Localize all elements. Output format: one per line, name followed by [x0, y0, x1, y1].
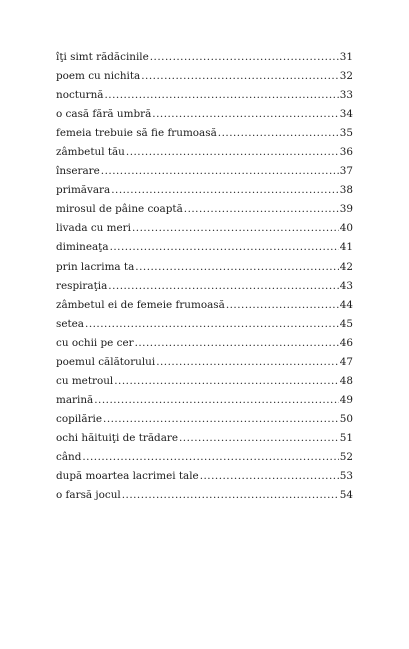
toc-entry-title: prin lacrima ta	[56, 260, 135, 273]
toc-entry-title: după moartea lacrimei tale	[56, 470, 199, 483]
toc-entry-page-number: 33	[339, 89, 353, 102]
toc-entry	[56, 470, 353, 489]
toc-entry-page-number: 43	[339, 279, 353, 292]
toc-entry-page-number: 49	[339, 393, 353, 406]
toc-entry-title: nocturnă	[56, 89, 104, 102]
toc-entry	[56, 356, 353, 375]
toc-entry-title: o casă fără umbră	[56, 108, 152, 121]
toc-entry	[56, 108, 353, 127]
dot-leader	[218, 127, 339, 139]
dot-leader	[152, 108, 338, 120]
toc-entry-page-number: 44	[339, 298, 353, 311]
toc-entry-page-number: 39	[339, 203, 353, 216]
toc-entry-page-number: 46	[339, 336, 353, 349]
dot-leader	[179, 432, 339, 444]
toc-entry	[56, 89, 353, 108]
toc-entry-page-number: 40	[339, 222, 353, 235]
toc-entry-title: copilărie	[56, 412, 103, 425]
dot-leader	[141, 70, 339, 82]
dot-leader	[85, 318, 339, 330]
toc-entry	[56, 280, 353, 299]
toc-entry-title: zâmbetul tău	[56, 146, 125, 159]
toc-entry-page-number: 51	[339, 431, 353, 444]
dot-leader	[94, 394, 339, 406]
dot-leader	[114, 375, 339, 387]
dot-leader	[105, 89, 339, 101]
toc-entry-title: dimineaţa	[56, 241, 109, 254]
dot-leader	[108, 280, 338, 292]
toc-entry-title: cu metroul	[56, 374, 114, 387]
toc-entry	[56, 203, 353, 222]
dot-leader	[226, 299, 339, 311]
toc-entry-title: respiraţia	[56, 279, 108, 292]
toc-entry-page-number: 45	[339, 317, 353, 330]
toc-entry-page-number: 47	[339, 355, 353, 368]
dot-leader	[135, 261, 338, 273]
dot-leader	[101, 165, 339, 177]
toc-entry	[56, 432, 353, 451]
toc-entry-title: înserare	[56, 165, 100, 178]
toc-entry-title: îţi simt rădăcinile	[56, 51, 149, 63]
toc-entry-page-number: 32	[339, 70, 353, 83]
toc-entry	[56, 127, 353, 146]
dot-leader	[150, 51, 339, 63]
toc-entry	[56, 241, 353, 260]
toc-entry-title: ochi hăituiţi de trădare	[56, 431, 178, 444]
toc-entry	[56, 451, 353, 470]
toc-entry	[56, 318, 353, 337]
toc-entry-title: zâmbetul ei de femeie frumoasă	[56, 298, 225, 311]
dot-leader	[200, 470, 339, 482]
toc-entry-page-number: 42	[339, 260, 353, 273]
toc-entry	[56, 51, 353, 70]
toc-entry-page-number: 41	[339, 241, 353, 254]
dot-leader	[110, 241, 339, 253]
toc-entry	[56, 337, 353, 356]
dot-leader	[132, 222, 339, 234]
toc-entry-title: mirosul de pâine coaptă	[56, 203, 183, 216]
toc-entry-title: poemul călătorului	[56, 355, 156, 368]
toc-entry	[56, 261, 353, 280]
toc-entry-title: o farsă jocul	[56, 489, 121, 502]
toc-entry-page-number: 31	[339, 51, 353, 63]
toc-entry	[56, 413, 353, 432]
toc-entry-page-number: 34	[339, 108, 353, 121]
toc-entry-title: marină	[56, 393, 94, 406]
toc-entry	[56, 146, 353, 165]
dot-leader	[184, 203, 339, 215]
toc-entry-page-number: 50	[339, 412, 353, 425]
toc-entry-page-number: 35	[339, 127, 353, 140]
toc-entry	[56, 394, 353, 413]
toc-entry	[56, 222, 353, 241]
toc-entry-page-number: 48	[339, 374, 353, 387]
toc-entry-title: cu ochii pe cer	[56, 336, 134, 349]
dot-leader	[135, 337, 339, 349]
dot-leader	[82, 451, 338, 463]
toc-entry-title: setea	[56, 317, 85, 330]
dot-leader	[156, 356, 339, 368]
toc-entry-page-number: 52	[339, 450, 353, 463]
dot-leader	[126, 146, 339, 158]
toc-entry-page-number: 36	[339, 146, 353, 159]
toc-entry-page-number: 38	[339, 184, 353, 197]
toc-entry	[56, 375, 353, 394]
toc-entry-title: când	[56, 450, 82, 463]
dot-leader	[103, 413, 339, 425]
toc-entry-title: poem cu nichita	[56, 70, 141, 83]
dot-leader	[122, 489, 339, 501]
toc-entry-page-number: 54	[339, 489, 353, 502]
toc-entry-title: primăvara	[56, 184, 111, 197]
toc-entry-title: femeia trebuie să fie frumoasă	[56, 127, 217, 140]
toc-entry	[56, 299, 353, 318]
toc-entry	[56, 184, 353, 203]
dot-leader	[111, 184, 339, 196]
toc-entry	[56, 165, 353, 184]
toc-entry-page-number: 53	[339, 470, 353, 483]
toc-entry-page-number: 37	[339, 165, 353, 178]
table-of-contents	[56, 51, 353, 508]
toc-entry-title: livada cu meri	[56, 222, 131, 235]
toc-entry	[56, 70, 353, 89]
toc-entry	[56, 489, 353, 508]
